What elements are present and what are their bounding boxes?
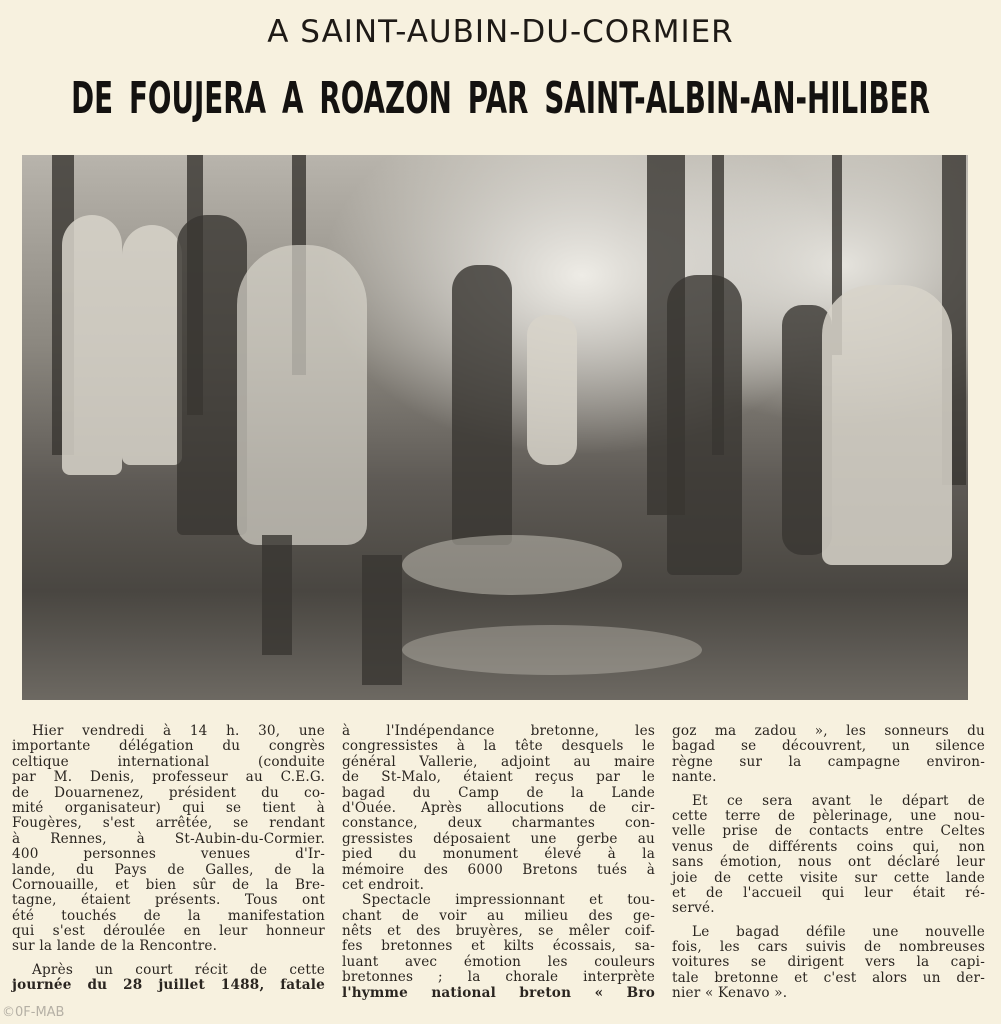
text-line: pied du monument élevé à la: [342, 846, 655, 863]
text-line: et de l'accueil qui leur était ré-: [672, 884, 985, 901]
text-line: de St-Malo, étaient reçus par le: [342, 769, 655, 786]
text-line: gressistes déposaient une gerbe au: [342, 830, 655, 847]
text-line: Hier vendredi à 14 h. 30, une: [32, 723, 325, 739]
text-line: velle prise de contacts entre Celtes: [672, 823, 985, 840]
text-line: tagne, étaient présents. Tous ont: [12, 892, 325, 909]
news-photo: [22, 155, 968, 700]
text-line: lande, du Pays de Galles, de la: [12, 861, 325, 878]
text-line: bagad se découvrent, un silence: [672, 738, 985, 755]
text-line: journée du 28 juillet 1488, fatale: [12, 977, 325, 994]
text-line: joie de cette visite sur cette lande: [672, 869, 985, 886]
text-line: tale bretonne et c'est alors un der-: [672, 969, 985, 986]
text-line: celtique international (conduite: [12, 753, 325, 770]
article-column-1: [12, 724, 325, 994]
headline: DE FOUJERA A ROAZON PAR SAINT-ALBIN-AN-HILIBER: [71, 73, 930, 124]
text-line: par M. Denis, professeur au C.E.G.: [12, 769, 325, 786]
text-line: règne sur la campagne environ-: [672, 753, 985, 770]
text-line: l'hymme national breton « Bro: [342, 984, 655, 1001]
text-line: nêts et des bruyères, se mêler coif-: [342, 923, 655, 940]
text-line: cette terre de pèlerinage, une nou-: [672, 807, 985, 824]
text-line: fois, les cars suivis de nombreuses: [672, 939, 985, 956]
text-line: constance, deux charmantes con-: [342, 815, 655, 832]
text-line: congressistes à la tête desquels le: [342, 738, 655, 755]
text-line: luant avec émotion les couleurs: [342, 953, 655, 970]
text-line: 400 personnes venues d'Ir-: [12, 846, 325, 863]
text-line: bagad du Camp de la Lande: [342, 784, 655, 801]
article-column-2: [342, 724, 655, 1001]
text-line: nier « Kenavo ».: [672, 985, 788, 1002]
text-line: chant de voir au milieu des ge-: [342, 907, 655, 924]
text-line: servé.: [672, 900, 715, 917]
text-line: Et ce sera avant le départ de: [692, 792, 985, 809]
text-line: Fougères, s'est arrêtée, se rendant: [12, 815, 325, 832]
text-line: à Rennes, à St-Aubin-du-Cormier.: [12, 830, 325, 847]
text-line: Spectacle impressionnant et tou-: [362, 892, 655, 909]
text-line: sans émotion, nous ont déclaré leur: [672, 854, 985, 871]
text-line: général Vallerie, adjoint au maire: [342, 753, 655, 770]
text-line: à l'Indépendance bretonne, les: [342, 723, 655, 739]
kicker-title: A SAINT-AUBIN-DU-CORMIER: [267, 14, 734, 50]
text-line: voitures se dirigent vers la capi-: [672, 954, 985, 971]
text-line: goz ma zadou », les sonneurs du: [672, 723, 985, 739]
text-line: mémoire des 6000 Bretons tués à: [342, 861, 655, 878]
text-line: qui s'est déroulée en leur honneur: [12, 923, 325, 940]
text-line: Après un court récit de cette: [32, 961, 325, 978]
text-line: de Douarnenez, président du co-: [12, 784, 325, 801]
text-line: été touchés de la manifestation: [12, 907, 325, 924]
text-line: mité organisateur) qui se tient à: [12, 799, 325, 816]
text-line: importante délégation du congrès: [12, 738, 325, 755]
watermark: ©0F-MAB: [2, 1005, 65, 1020]
text-line: d'Ouée. Après allocutions de cir-: [342, 799, 655, 816]
text-line: Le bagad défile une nouvelle: [692, 923, 985, 940]
text-line: venus de différents coins qui, non: [672, 838, 985, 855]
text-line: bretonnes ; la chorale interprète: [342, 969, 655, 986]
text-line: sur la lande de la Rencontre.: [12, 938, 218, 955]
text-line: nante.: [672, 769, 717, 786]
text-line: Cornouaille, et bien sûr de la Bre-: [12, 876, 325, 893]
article-column-3: [672, 724, 985, 1002]
text-line: fes bretonnes et kilts écossais, sa-: [342, 938, 655, 955]
text-line: cet endroit.: [342, 876, 425, 893]
